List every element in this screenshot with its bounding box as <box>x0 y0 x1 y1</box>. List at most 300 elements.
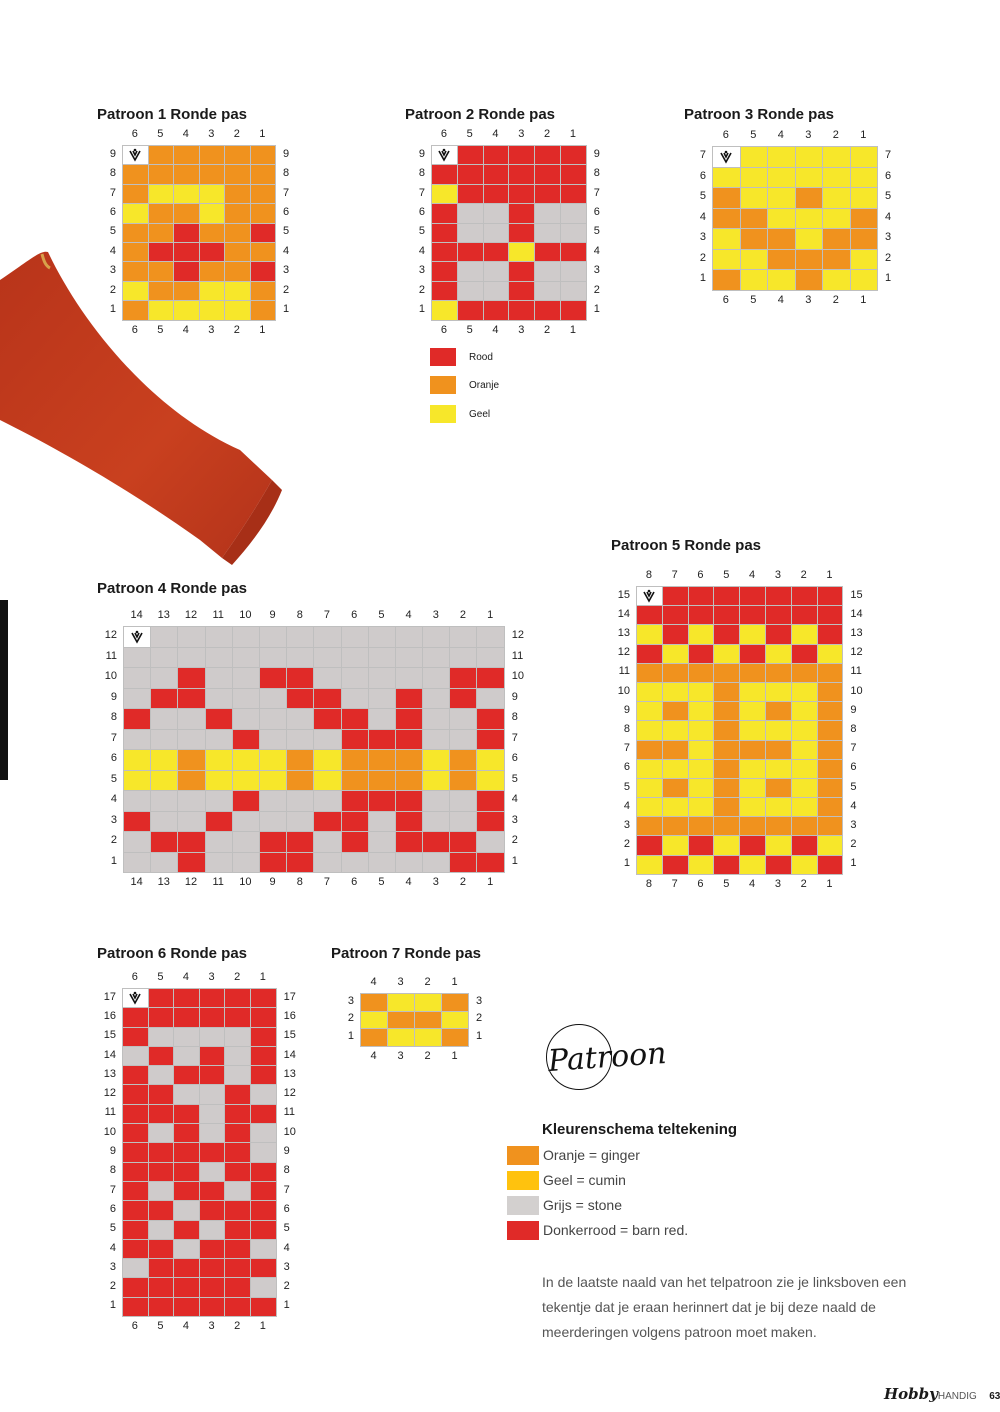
row-number: 3 <box>511 813 518 826</box>
chart-cell <box>766 836 791 854</box>
chart-cell <box>818 721 843 739</box>
chart-cell <box>342 791 368 811</box>
chart-cell <box>740 741 765 759</box>
chart-cell <box>432 243 457 261</box>
row-number: 14 <box>850 607 863 620</box>
chart-cell <box>200 1008 225 1026</box>
chart-cell <box>766 625 791 643</box>
column-number: 1 <box>569 323 576 336</box>
column-number: 5 <box>750 293 757 306</box>
row-number: 7 <box>418 186 425 199</box>
row-number: 12 <box>511 629 525 642</box>
chart-cell <box>450 648 476 668</box>
row-number: 6 <box>418 205 425 218</box>
key-label-rood: Donkerrood = barn red. <box>543 1222 689 1238</box>
chart-cell-marker <box>123 989 148 1007</box>
chart-cell <box>823 250 850 270</box>
row-number: 15 <box>617 588 630 601</box>
chart-cell <box>396 709 422 729</box>
chart-cell <box>178 853 204 873</box>
chart-cell <box>423 832 449 852</box>
chart-cell <box>251 1182 276 1200</box>
legend-swatch-geel <box>430 405 456 423</box>
chart-cell <box>225 262 250 280</box>
row-number: 3 <box>283 1260 290 1273</box>
chart-cell <box>174 243 199 261</box>
chart-cell <box>663 779 688 797</box>
chart-cell <box>225 301 250 319</box>
chart-cell <box>287 689 313 709</box>
row-number: 7 <box>110 731 117 744</box>
row-number: 2 <box>109 1280 116 1293</box>
chart-cell <box>314 689 340 709</box>
chart-cell <box>342 771 368 791</box>
chart-cell <box>823 188 850 208</box>
chart-cell <box>818 683 843 701</box>
chart-cell <box>151 709 177 729</box>
chart-cell <box>123 1124 148 1142</box>
chart-cell <box>225 1201 250 1219</box>
column-number: 3 <box>774 878 781 890</box>
chart-cell <box>768 188 795 208</box>
chart-cell <box>149 1259 174 1277</box>
chart-cell <box>663 702 688 720</box>
chart-cell <box>123 1143 148 1161</box>
chart-cell <box>740 779 765 797</box>
row-number: 8 <box>283 1164 290 1177</box>
chart-cell <box>151 730 177 750</box>
row-number: 11 <box>105 649 117 662</box>
row-number: 3 <box>109 1260 116 1273</box>
row-number: 1 <box>109 302 116 315</box>
row-number: 10 <box>283 1125 296 1138</box>
chart-cell <box>260 668 286 688</box>
chart-cell <box>369 750 395 770</box>
column-number: 13 <box>157 876 170 888</box>
row-number: 5 <box>623 780 630 793</box>
chart-cell <box>369 709 395 729</box>
key-swatch-grijs <box>507 1196 539 1215</box>
chart-cell <box>151 771 177 791</box>
column-number: 1 <box>451 976 458 988</box>
chart-cell <box>123 1221 148 1239</box>
chart-cell <box>225 243 250 261</box>
chart-cell <box>442 1029 468 1046</box>
chart-cell <box>225 1105 250 1123</box>
chart-cell <box>561 224 586 242</box>
row-number: 1 <box>283 1299 290 1312</box>
decrease-marker-icon <box>128 991 142 1005</box>
chart-cell <box>766 741 791 759</box>
chart-cell <box>178 750 204 770</box>
chart-cell <box>689 625 714 643</box>
column-number: 3 <box>208 971 215 983</box>
column-number: 1 <box>259 128 266 140</box>
chart-cell <box>792 683 817 701</box>
column-number: 4 <box>370 976 377 988</box>
chart-cell <box>535 282 560 300</box>
chart-cell <box>149 243 174 261</box>
chart-cell <box>151 648 177 668</box>
chart-cell <box>766 779 791 797</box>
row-number: 4 <box>283 1241 290 1254</box>
row-number: 4 <box>109 244 116 257</box>
chart-cell <box>174 1163 199 1181</box>
chart-cell <box>535 204 560 222</box>
chart-cell <box>225 1221 250 1239</box>
chart-cell <box>251 1143 276 1161</box>
chart-cell <box>123 262 148 280</box>
chart-cell <box>663 741 688 759</box>
column-number: 3 <box>432 876 439 888</box>
decrease-marker-icon <box>642 589 656 603</box>
chart-cell <box>206 668 232 688</box>
row-number: 3 <box>283 264 290 277</box>
chart-cell <box>792 606 817 624</box>
column-number: 8 <box>296 876 303 888</box>
legend-label-oranje: Oranje <box>469 380 500 391</box>
chart-cell <box>251 1085 276 1103</box>
chart-cell <box>766 702 791 720</box>
row-number: 11 <box>618 665 630 678</box>
column-number: 3 <box>805 129 812 141</box>
chart-cell <box>458 262 483 280</box>
chart-cell <box>458 185 483 203</box>
chart-cell <box>423 627 449 647</box>
row-number: 1 <box>476 1029 483 1042</box>
chart-cell <box>225 1047 250 1065</box>
chart-cell <box>714 645 739 663</box>
column-number: 4 <box>492 128 499 140</box>
chart-cell <box>423 750 449 770</box>
column-number: 4 <box>405 609 412 621</box>
column-number: 2 <box>832 129 839 141</box>
chart-cell <box>663 760 688 778</box>
row-number: 8 <box>593 167 600 180</box>
chart-cell <box>200 1278 225 1296</box>
row-number: 5 <box>418 225 425 238</box>
row-number: 10 <box>617 684 630 697</box>
chart-cell <box>200 1298 225 1316</box>
chart-cell <box>225 1124 250 1142</box>
row-number: 3 <box>593 264 600 277</box>
chart-cell <box>233 709 259 729</box>
chart-cell <box>741 147 768 167</box>
chart-cell <box>287 771 313 791</box>
chart-cell <box>714 760 739 778</box>
chart-cell <box>233 668 259 688</box>
column-number: 6 <box>131 1320 138 1333</box>
chart-cell <box>174 1028 199 1046</box>
key-swatch-geel <box>507 1171 539 1190</box>
chart-cell <box>124 668 150 688</box>
chart-cell <box>663 664 688 682</box>
chart-cell <box>484 146 509 164</box>
chart-cell <box>149 1240 174 1258</box>
row-number: 4 <box>418 244 425 257</box>
chart-cell <box>509 224 534 242</box>
row-number: 8 <box>850 723 857 735</box>
chart-cell <box>714 779 739 797</box>
chart-cell <box>287 853 313 873</box>
row-number: 6 <box>699 169 706 182</box>
chart-cell <box>149 1201 174 1219</box>
chart-cell <box>251 1201 276 1219</box>
chart-cell <box>174 1201 199 1219</box>
chart-cell <box>369 689 395 709</box>
chart-cell <box>561 301 586 319</box>
row-number: 6 <box>283 205 290 218</box>
chart-cell <box>287 812 313 832</box>
row-number: 4 <box>699 210 706 223</box>
column-number: 2 <box>832 293 839 306</box>
row-number: 13 <box>850 627 863 639</box>
chart-cell <box>442 994 468 1011</box>
chart-cell <box>740 760 765 778</box>
column-number: 4 <box>405 876 412 888</box>
chart-cell <box>396 853 422 873</box>
chart-cell <box>450 791 476 811</box>
row-number: 10 <box>511 670 525 683</box>
chart-cell <box>123 1201 148 1219</box>
chart-cell <box>388 1029 414 1046</box>
chart-cell <box>637 625 662 643</box>
chart-cell <box>818 779 843 797</box>
legend-label-rood: Rood <box>469 352 493 363</box>
chart-cell <box>200 1066 225 1084</box>
chart-cell <box>251 1298 276 1316</box>
chart-cell <box>766 664 791 682</box>
chart-cell <box>477 771 503 791</box>
chart-cell <box>396 791 422 811</box>
row-number: 14 <box>617 607 630 620</box>
chart-cell <box>206 750 232 770</box>
chart-title-1: Patroon 1 Ronde pas <box>97 106 248 123</box>
chart-cell <box>149 1182 174 1200</box>
chart-cell <box>561 262 586 280</box>
chart-cell <box>174 1240 199 1258</box>
chart-cell <box>450 771 476 791</box>
column-number: 7 <box>323 876 331 888</box>
chart-cell <box>535 262 560 280</box>
chart-cell <box>174 1278 199 1296</box>
row-number: 15 <box>103 1029 116 1042</box>
column-number: 1 <box>569 128 576 140</box>
legend-swatch-rood <box>430 348 456 366</box>
row-number: 16 <box>103 1009 116 1022</box>
chart-cell <box>423 812 449 832</box>
chart-cell <box>637 721 662 739</box>
chart-cell <box>432 301 457 319</box>
chart-cell <box>251 989 276 1007</box>
column-number: 5 <box>378 876 385 888</box>
footer-brand: Hobby <box>884 1385 938 1403</box>
chart-cell <box>260 627 286 647</box>
chart-cell <box>509 282 534 300</box>
chart-cell <box>823 229 850 249</box>
chart-cell <box>342 853 368 873</box>
chart-cell <box>423 730 449 750</box>
column-number: 5 <box>723 878 730 890</box>
chart-cell <box>851 168 878 188</box>
chart-cell <box>251 224 276 242</box>
chart-cell <box>741 250 768 270</box>
row-number: 6 <box>593 205 600 218</box>
chart-cell <box>477 648 503 668</box>
column-number: 4 <box>777 293 784 306</box>
row-number: 1 <box>347 1029 354 1042</box>
row-number: 7 <box>699 149 706 162</box>
chart-cell <box>561 146 586 164</box>
row-number: 12 <box>617 646 630 659</box>
chart-cell <box>287 730 313 750</box>
chart-cell <box>174 1047 199 1065</box>
chart-cell <box>663 587 688 605</box>
chart-cell <box>509 204 534 222</box>
chart-cell <box>663 798 688 816</box>
chart-cell <box>251 1066 276 1084</box>
column-number: 2 <box>459 609 467 621</box>
chart-cell <box>415 1029 441 1046</box>
column-number: 6 <box>697 878 704 890</box>
chart-cell <box>149 1163 174 1181</box>
instruction-note: In de laatste naald van het telpatroon zie je linksboven een tekentje dat je eraan herinnert dat je bij deze naald de meerderingen volgens patroon moet maken. <box>542 1274 907 1340</box>
chart-cell <box>206 853 232 873</box>
chart-cell <box>792 779 817 797</box>
row-number: 3 <box>347 994 354 1007</box>
column-number: 3 <box>208 323 215 336</box>
chart-cell <box>740 856 765 874</box>
chart-cell <box>149 204 174 222</box>
chart-grid <box>360 993 469 1047</box>
chart-cell-marker <box>124 627 150 647</box>
chart-cell <box>251 1028 276 1046</box>
chart-cell <box>361 994 387 1011</box>
chart-cell <box>823 168 850 188</box>
chart-cell <box>342 689 368 709</box>
column-number: 2 <box>233 323 240 336</box>
row-number: 4 <box>885 210 892 223</box>
page-number: 63 <box>989 1391 1000 1402</box>
chart-cell <box>123 1085 148 1103</box>
chart-cell <box>535 146 560 164</box>
chart-cell <box>450 853 476 873</box>
chart-cell <box>225 1259 250 1277</box>
chart-cell <box>740 836 765 854</box>
chart-cell <box>689 721 714 739</box>
row-number: 7 <box>283 186 290 199</box>
chart-cell <box>792 702 817 720</box>
chart-grid <box>123 626 505 873</box>
column-number: 3 <box>518 323 525 336</box>
chart-cell <box>260 730 286 750</box>
sleeve-edge <box>0 600 8 780</box>
chart-cell <box>768 147 795 167</box>
chart-cell <box>174 282 199 300</box>
chart-cell <box>174 224 199 242</box>
chart-cell <box>740 664 765 682</box>
chart-cell <box>792 721 817 739</box>
chart-cell <box>714 817 739 835</box>
chart-cell <box>792 798 817 816</box>
column-number: 1 <box>451 1049 458 1062</box>
chart-cell <box>206 771 232 791</box>
chart-cell <box>768 168 795 188</box>
column-number: 5 <box>157 971 164 983</box>
chart-cell <box>225 1143 250 1161</box>
chart-cell <box>200 1221 225 1239</box>
chart-cell <box>396 750 422 770</box>
chart-cell <box>423 689 449 709</box>
chart-cell <box>818 606 843 624</box>
chart-cell <box>432 262 457 280</box>
column-number: 13 <box>157 609 170 621</box>
chart-cell <box>251 204 276 222</box>
chart-cell <box>149 1047 174 1065</box>
chart-cell <box>251 1278 276 1296</box>
column-number: 14 <box>130 609 143 621</box>
chart-cell <box>174 1124 199 1142</box>
chart-cell <box>561 282 586 300</box>
chart-cell <box>123 1047 148 1065</box>
chart-cell <box>369 853 395 873</box>
chart-cell <box>260 648 286 668</box>
chart-cell <box>174 1008 199 1026</box>
column-number: 8 <box>645 878 652 890</box>
row-number: 6 <box>110 752 117 765</box>
column-number: 4 <box>182 1320 190 1333</box>
chart-cell <box>225 1278 250 1296</box>
row-number: 1 <box>885 272 892 285</box>
chart-cell <box>206 812 232 832</box>
decrease-marker-icon <box>437 148 451 162</box>
chart-cell <box>206 627 232 647</box>
row-number: 13 <box>617 627 630 639</box>
chart-cell <box>689 741 714 759</box>
chart-cell <box>287 668 313 688</box>
chart-cell <box>225 1066 250 1084</box>
row-number: 3 <box>109 264 116 277</box>
chart-cell <box>396 627 422 647</box>
key-label-oranje: Oranje = ginger <box>543 1147 640 1163</box>
row-number: 7 <box>109 1183 116 1196</box>
row-number: 7 <box>623 742 630 755</box>
row-number: 2 <box>593 283 600 296</box>
column-number: 4 <box>370 1049 377 1062</box>
chart-cell <box>260 853 286 873</box>
key-label-geel: Geel = cumin <box>543 1172 626 1188</box>
legend-label-geel: Geel <box>469 409 491 420</box>
row-number: 8 <box>283 167 290 180</box>
chart-cell <box>151 750 177 770</box>
column-number: 2 <box>544 323 551 336</box>
column-number: 5 <box>157 1320 164 1333</box>
chart-cell <box>200 1259 225 1277</box>
column-number: 2 <box>234 971 241 983</box>
chart-cell <box>123 1278 148 1296</box>
chart-cell <box>823 209 850 229</box>
chart-cell <box>484 243 509 261</box>
row-number: 3 <box>623 819 630 831</box>
chart-cell <box>251 262 276 280</box>
chart-cell <box>251 1008 276 1026</box>
chart-cell <box>174 1298 199 1316</box>
row-number: 8 <box>109 167 116 180</box>
chart-cell <box>123 1163 148 1181</box>
chart-cell <box>561 204 586 222</box>
row-number: 6 <box>623 761 630 774</box>
decrease-marker-icon <box>719 150 733 164</box>
